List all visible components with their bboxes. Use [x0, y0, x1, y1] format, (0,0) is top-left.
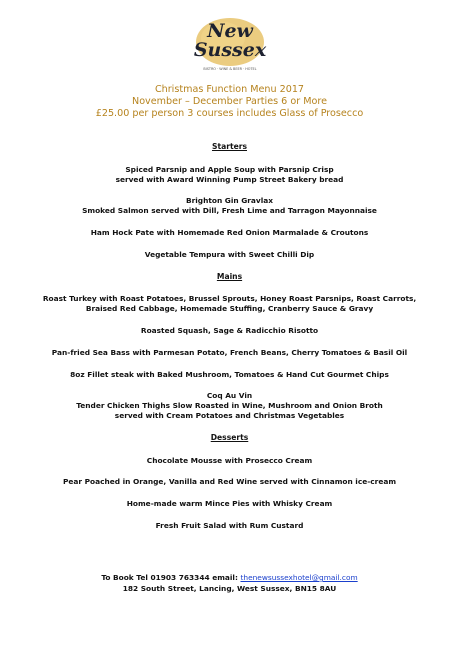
- dessert-item-line: Home-made warm Mince Pies with Whisky Cream: [126, 499, 333, 509]
- main-item-line: Braised Red Cabbage, Homemade Stuffing, Cranberry Sauce & Gravy: [85, 304, 374, 314]
- new-sussex-logo: [181, 12, 279, 80]
- starter-item-line: Spiced Parsnip and Apple Soup with Parsnip Crisp: [125, 164, 334, 174]
- starter-item-line: Smoked Salmon served with Dill, Fresh Lime and Tarragon Mayonnaise: [82, 206, 377, 216]
- menu-price-line: £25.00 per person 3 courses includes Glass of Prosecco: [95, 108, 364, 119]
- logo-word-line1: New: [207, 20, 253, 42]
- starter-item-line: Brighton Gin Gravlax: [185, 196, 274, 206]
- main-item-line: Pan-fried Sea Bass with Parmesan Potato, French Beans, Cherry Tomatoes & Basil Oil: [51, 347, 408, 357]
- booking-line: [0, 572, 459, 583]
- menu-header: [0, 84, 459, 120]
- main-item-line: 8oz Fillet steak with Baked Mushroom, Tomatoes & Hand Cut Gourmet Chips: [70, 369, 389, 379]
- dessert-item-line: Chocolate Mousse with Prosecco Cream: [146, 455, 313, 465]
- main-item-line: Roasted Squash, Sage & Radicchio Risotto: [140, 325, 319, 335]
- main-item-line: Tender Chicken Thighs Slow Roasted in Wine, Mushroom and Onion Broth: [76, 401, 383, 411]
- dessert-item-line: Pear Poached in Orange, Vanilla and Red Wine served with Cinnamon ice-cream: [62, 477, 397, 487]
- email-link[interactable]: thenewsussexhotel@gmail.com: [240, 573, 358, 582]
- main-item-line: Roast Turkey with Roast Potatoes, Brussel Sprouts, Honey Roast Parsnips, Roast Carrots,: [42, 294, 417, 304]
- dessert-item-line: Fresh Fruit Salad with Rum Custard: [155, 520, 304, 530]
- desserts-heading: Desserts: [210, 432, 249, 442]
- starters-heading: Starters: [211, 142, 247, 151]
- booking-prefix: To Book Tel 01903 763344 email:: [101, 573, 241, 582]
- menu-content: [0, 142, 459, 531]
- menu-title: Christmas Function Menu 2017: [154, 84, 305, 95]
- starter-item-line: served with Award Winning Pump Street Bakery bread: [115, 174, 344, 184]
- main-item-line: served with Cream Potatoes and Christmas Vegetables: [114, 410, 345, 420]
- booking-footer: [0, 572, 459, 594]
- address-line: 182 South Street, Lancing, West Sussex, BN15 8AU: [122, 584, 337, 593]
- starter-item-line: Ham Hock Pate with Homemade Red Onion Marmalade & Croutons: [90, 227, 369, 237]
- starter-item-line: Vegetable Tempura with Sweet Chilli Dip: [144, 249, 315, 259]
- main-item-line: Coq Au Vin: [206, 391, 253, 401]
- menu-subtitle: November – December Parties 6 or More: [132, 96, 327, 107]
- logo-word-line2: Sussex: [193, 39, 267, 61]
- logo-emblem: [181, 12, 279, 80]
- mains-heading: Mains: [216, 271, 243, 281]
- logo-tagline: BISTRO · WINE & BEER · HOTEL: [203, 67, 257, 71]
